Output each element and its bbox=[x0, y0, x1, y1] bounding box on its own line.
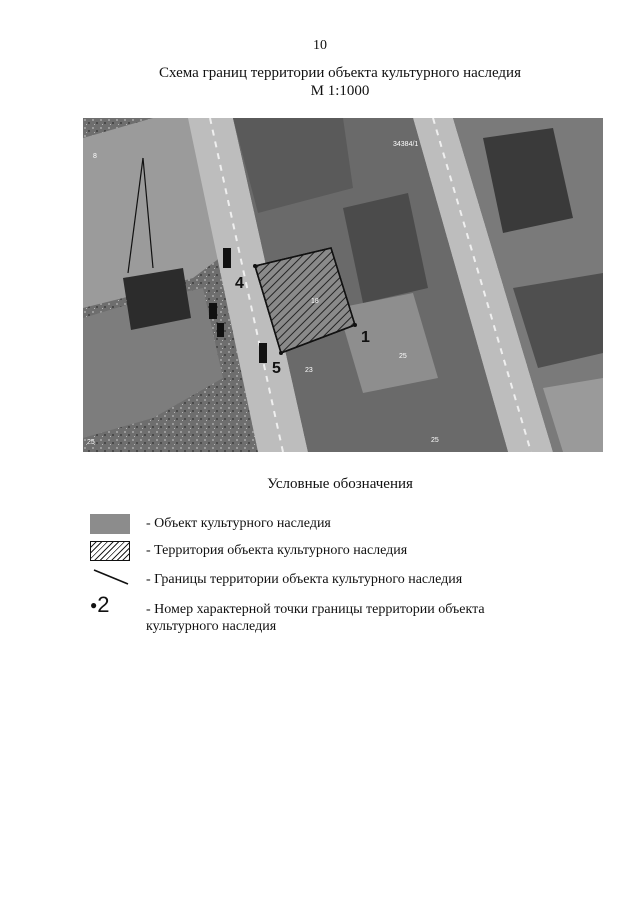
parcel-label-25b: 25 bbox=[87, 439, 95, 446]
legend-title: Условные обозначения bbox=[267, 476, 413, 492]
map-scale: М 1:1000 bbox=[310, 83, 370, 99]
point-label-1: 1 bbox=[361, 329, 370, 346]
point-mark-number: 2 bbox=[97, 592, 110, 617]
legend-item-heritage bbox=[90, 514, 550, 536]
street-marker-4 bbox=[259, 343, 267, 363]
legend-text-boundary: - Границы территории объекта культурного наследия bbox=[146, 572, 463, 587]
legend-text-point: - Номер характерной точки границы территории объекта культурного наследия bbox=[146, 602, 485, 634]
parcel-label-25a: 25 bbox=[399, 353, 407, 360]
parcel-label-8: 8 bbox=[93, 153, 97, 160]
point-marker-4 bbox=[253, 264, 257, 268]
point-label-5: 5 bbox=[272, 360, 281, 377]
point-marker-5 bbox=[279, 351, 283, 355]
point-label-4: 4 bbox=[235, 275, 244, 292]
street-marker-2 bbox=[209, 303, 217, 319]
legend-item-point bbox=[90, 592, 550, 640]
territory-hatch-icon bbox=[90, 541, 130, 561]
legend-text-territory: - Территория объекта культурного наследия bbox=[146, 543, 408, 558]
parcel-label-18: 18 bbox=[311, 298, 319, 305]
point-marker-1 bbox=[353, 323, 357, 327]
parcel-label-top-right: 34384/1 bbox=[393, 141, 419, 148]
parcel-label-25c: 25 bbox=[431, 437, 439, 444]
street-marker-1 bbox=[223, 248, 231, 268]
aerial-map bbox=[83, 118, 603, 452]
page-number: 10 bbox=[313, 38, 327, 53]
boundary-line-icon bbox=[90, 568, 132, 588]
heritage-swatch-icon bbox=[90, 514, 130, 534]
aerial-map-svg bbox=[83, 118, 603, 452]
legend-text-heritage: - Объект культурного наследия bbox=[146, 516, 331, 531]
street-marker-3 bbox=[217, 323, 224, 337]
page-title: Схема границ территории объекта культурного наследия bbox=[159, 65, 521, 81]
parcel-label-23: 23 bbox=[305, 367, 313, 374]
legend-item-boundary bbox=[90, 568, 550, 592]
legend-item-territory bbox=[90, 541, 550, 563]
point-mark-icon: ●2 bbox=[90, 592, 110, 617]
